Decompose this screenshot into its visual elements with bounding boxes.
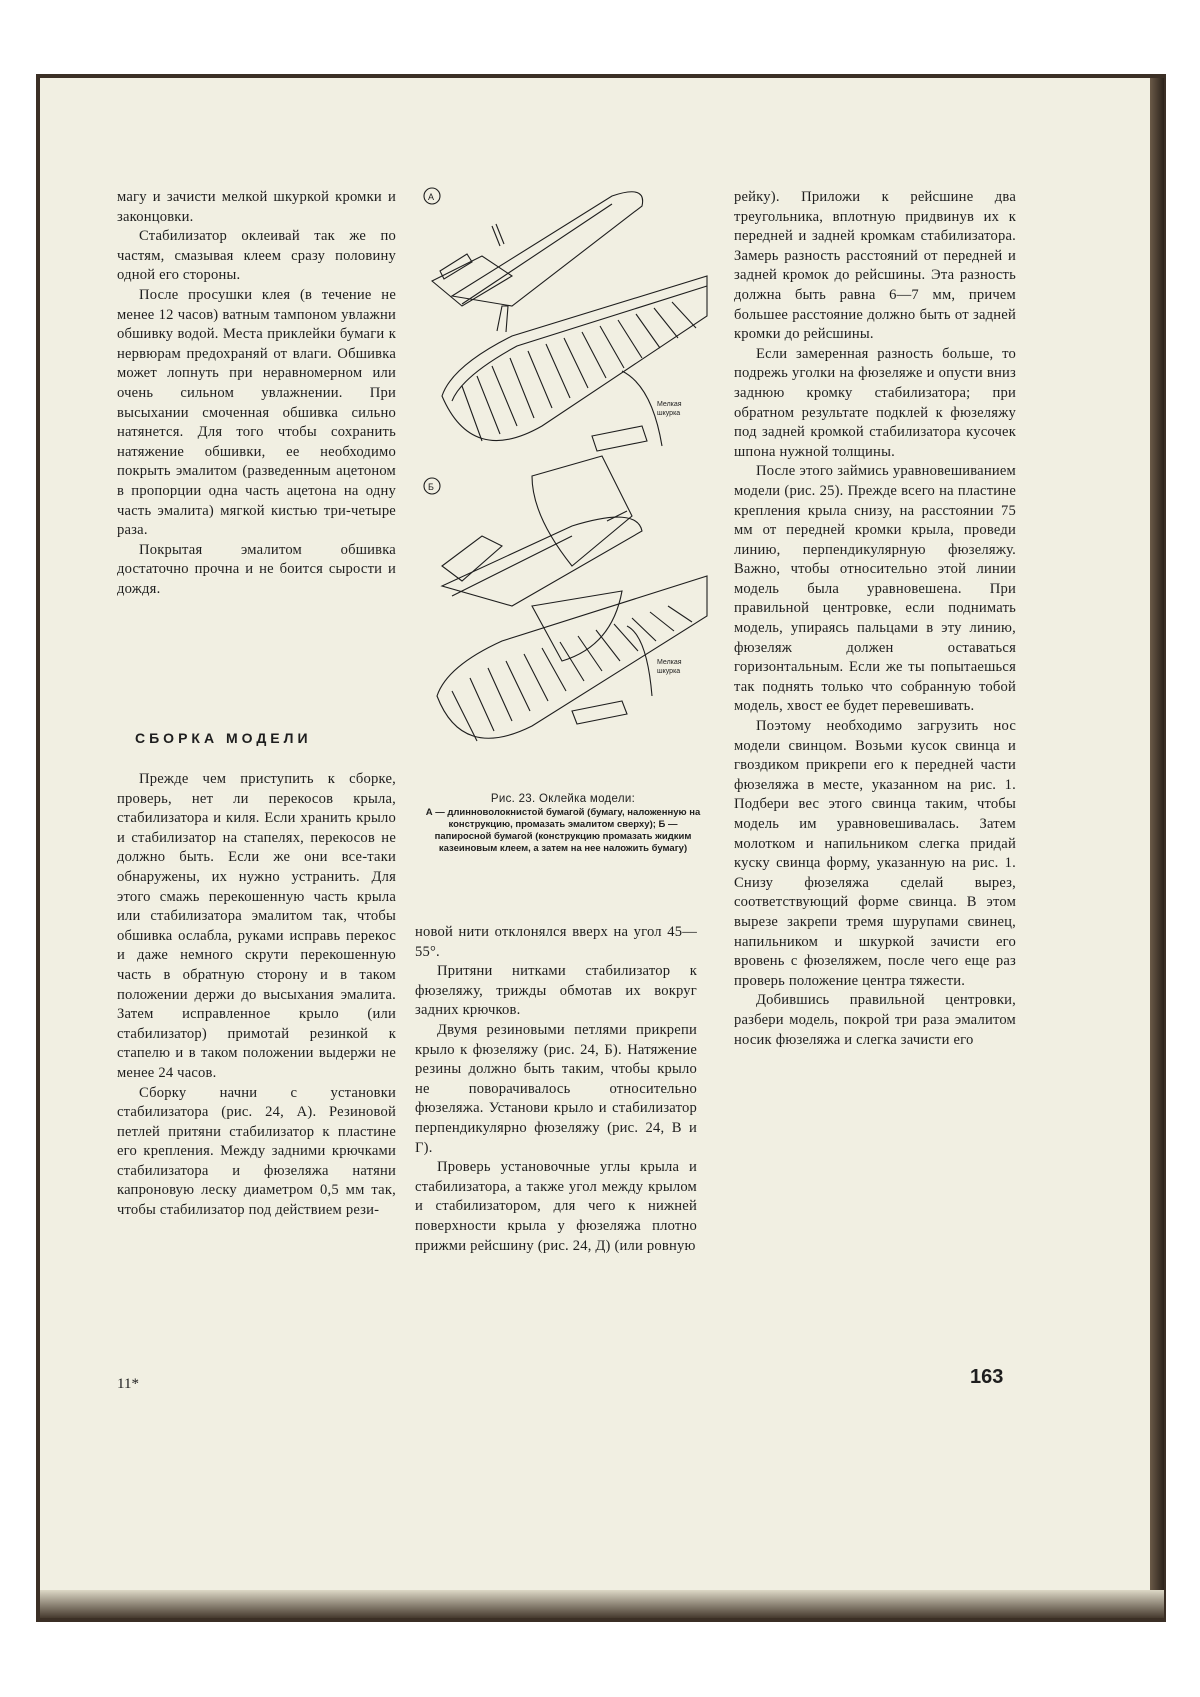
sandpaper-label-1a: Мелкая: [657, 401, 682, 408]
sandpaper-label-2a: Мелкая: [657, 659, 682, 666]
page-edge-bottom: [40, 1590, 1164, 1618]
paragraph: рейку). Приложи к рейсшине два треугольника, вплотную придвинув их к передней и задней кромкам стабилизатора. Замерь разность расстояний от передней и задней кромок до рейсшины. Эта разность должна быть равна 6—7 мм, причем большее расстояние должно быть от задней кромки до рейсшины.: [734, 189, 1016, 343]
figure-label-b: Б: [428, 482, 434, 492]
paragraph: Проверь установочные углы крыла и стабилизатора, а также угол между крылом и стабилизатором, для чего к нижней поверхности крыла у фюзеляжа плотно прижми рейсшину (рис. 24, Д) (или ровную: [415, 1159, 697, 1254]
paragraph: После просушки клея (в течение не менее 12 часов) ватным тампоном увлажни обшивку водой. Места приклейки бумаги к нервюрам предохраняй от влаги. Обшивка может лопнуть при неравномерном или очень сильном увлажнении. При высыхании смоченная обшивка сильно натянется. Для того чтобы сохранить натяжение обшивки, ее необходимо покрыть эмалитом (разведенным ацетоном в пропорции одна часть ацетона на одну часть эмалита) мягкой кистью три-четыре раза.: [117, 286, 396, 539]
figure-label-a: А: [428, 192, 435, 202]
paragraph: Двумя резиновыми петлями прикрепи крыло к фюзеляжу (рис. 24, Б). Натяжение резины должно быть таким, чтобы крыло не поворачивалось относительно фюзеляжа. Установи крыло и стабилизатор перпендикулярно фюзеляжу (рис. 24, В и Г).: [415, 1021, 697, 1156]
paragraph: Притяни нитками стабилизатор к фюзеляжу, трижды обмотав их вокруг задних крючков.: [415, 963, 697, 1019]
paragraph: новой нити отклонялся вверх на угол 45—55°.: [415, 924, 697, 960]
section-heading: СБОРКА МОДЕЛИ: [135, 730, 312, 746]
column-1-bottom: [117, 770, 396, 1221]
paragraph: Поэтому необходимо загрузить нос модели свинцом. Возьми кусок свинца и гвоздиком прикрепи его к передней части фюзеляжа в месте, указанном на рис. 1. Подбери вес этого свинца таким, чтобы модель им уравновешивалась. Затем молотком и напильником слегка придай куску свинца форму, указанную на рис. 1. Снизу фюзеляжа сделай вырез, соответствующий форме свинца. В этом вырезе закрепи тремя шурупами свинец, напильником и шкуркой зачисти его вровень с фюзеляжем, после чего еще раз проверь положение центра тяжести.: [734, 718, 1016, 989]
paragraph: магу и зачисти мелкой шкуркой кромки и законцовки.: [117, 189, 396, 225]
caption-title: Рис. 23. Оклейка модели:: [490, 793, 636, 805]
paragraph: Сборку начни с установки стабилизатора (рис. 24, А). Резиновой петлей притяни стабилизатор к пластине его крепления. Между задними крючками стабилизатора и фюзеляжа натяни капроновую леску диаметром 0,5 мм так, чтобы стабилизатор под действием рези-: [117, 1084, 396, 1219]
sandpaper-label-1b: шкурка: [657, 410, 681, 417]
figure-caption: [423, 793, 703, 855]
paragraph: Стабилизатор оклеивай так же по частям, смазывая клеем сразу половину одной его стороны.: [117, 228, 396, 284]
paragraph: Покрытая эмалитом обшивка достаточно прочна и не боится сырости и дождя.: [117, 541, 396, 597]
page-number: 163: [970, 1366, 1004, 1388]
column-3: [734, 188, 1016, 1050]
sandpaper-label-2b: шкурка: [657, 668, 681, 675]
page-edge: [1150, 78, 1164, 1618]
figure-23-illustration: [422, 186, 712, 776]
paragraph: Если замеренная разность больше, то подрежь уголки на фюзеляже и опусти вниз заднюю кромку стабилизатора; при обратном результате подклей к фюзеляжу под задней кромкой стабилизатора кусочек шпона нужной толщины.: [734, 345, 1016, 460]
column-2: [415, 923, 697, 1256]
column-1-top: [117, 188, 396, 599]
paragraph: Прежде чем приступить к сборке, проверь, нет ли перекосов крыла, стабилизатора и киля. Если хранить крыло и стабилизатор на стапелях, перекосов не должно быть. Если же они все-таки обнаружены, их нужно устранить. Для этого смажь перекошенную часть крыла или стабилизатора эмалитом так, чтобы обшивка ослабла, руками исправь перекос и даже немного скрути перекошенную часть в обратную сторону и в таком положении держи до высыхания эмалита. Затем исправленное крыло (или стабилизатор) примотай резинкой к стапелю и в таком положении выдержи не менее 24 часов.: [117, 771, 396, 1081]
paragraph: После этого займись уравновешиванием модели (рис. 25). Прежде всего на пластине крепления крыла снизу, на расстоянии 75 мм от передней кромки крыла, проведи линию, перпендикулярную фюзеляжу. Важно, чтобы относительно этой линии модель была уравновешена. При правильной центровке, если поднимать модель, упираясь пальцами в эту линию, фюзеляж должен оставаться горизонтальным. Если же ты попытаешься так поднять только что собранную тобой модель, хвост ее будет перевешивать.: [734, 463, 1016, 715]
signature-mark: 11*: [117, 1376, 139, 1392]
paragraph: Добившись правильной центровки, разбери модель, покрой три раза эмалитом носик фюзеляжа и слегка зачисти его: [734, 992, 1016, 1048]
caption-body: А — длинноволокнистой бумагой (бумагу, наложенную на конструкцию, промазать эмалитом сверху); Б — папиросной бумагой (конструкцию промазать жидким казеиновым клеем, а затем на нее наложить бумагу): [425, 807, 701, 854]
